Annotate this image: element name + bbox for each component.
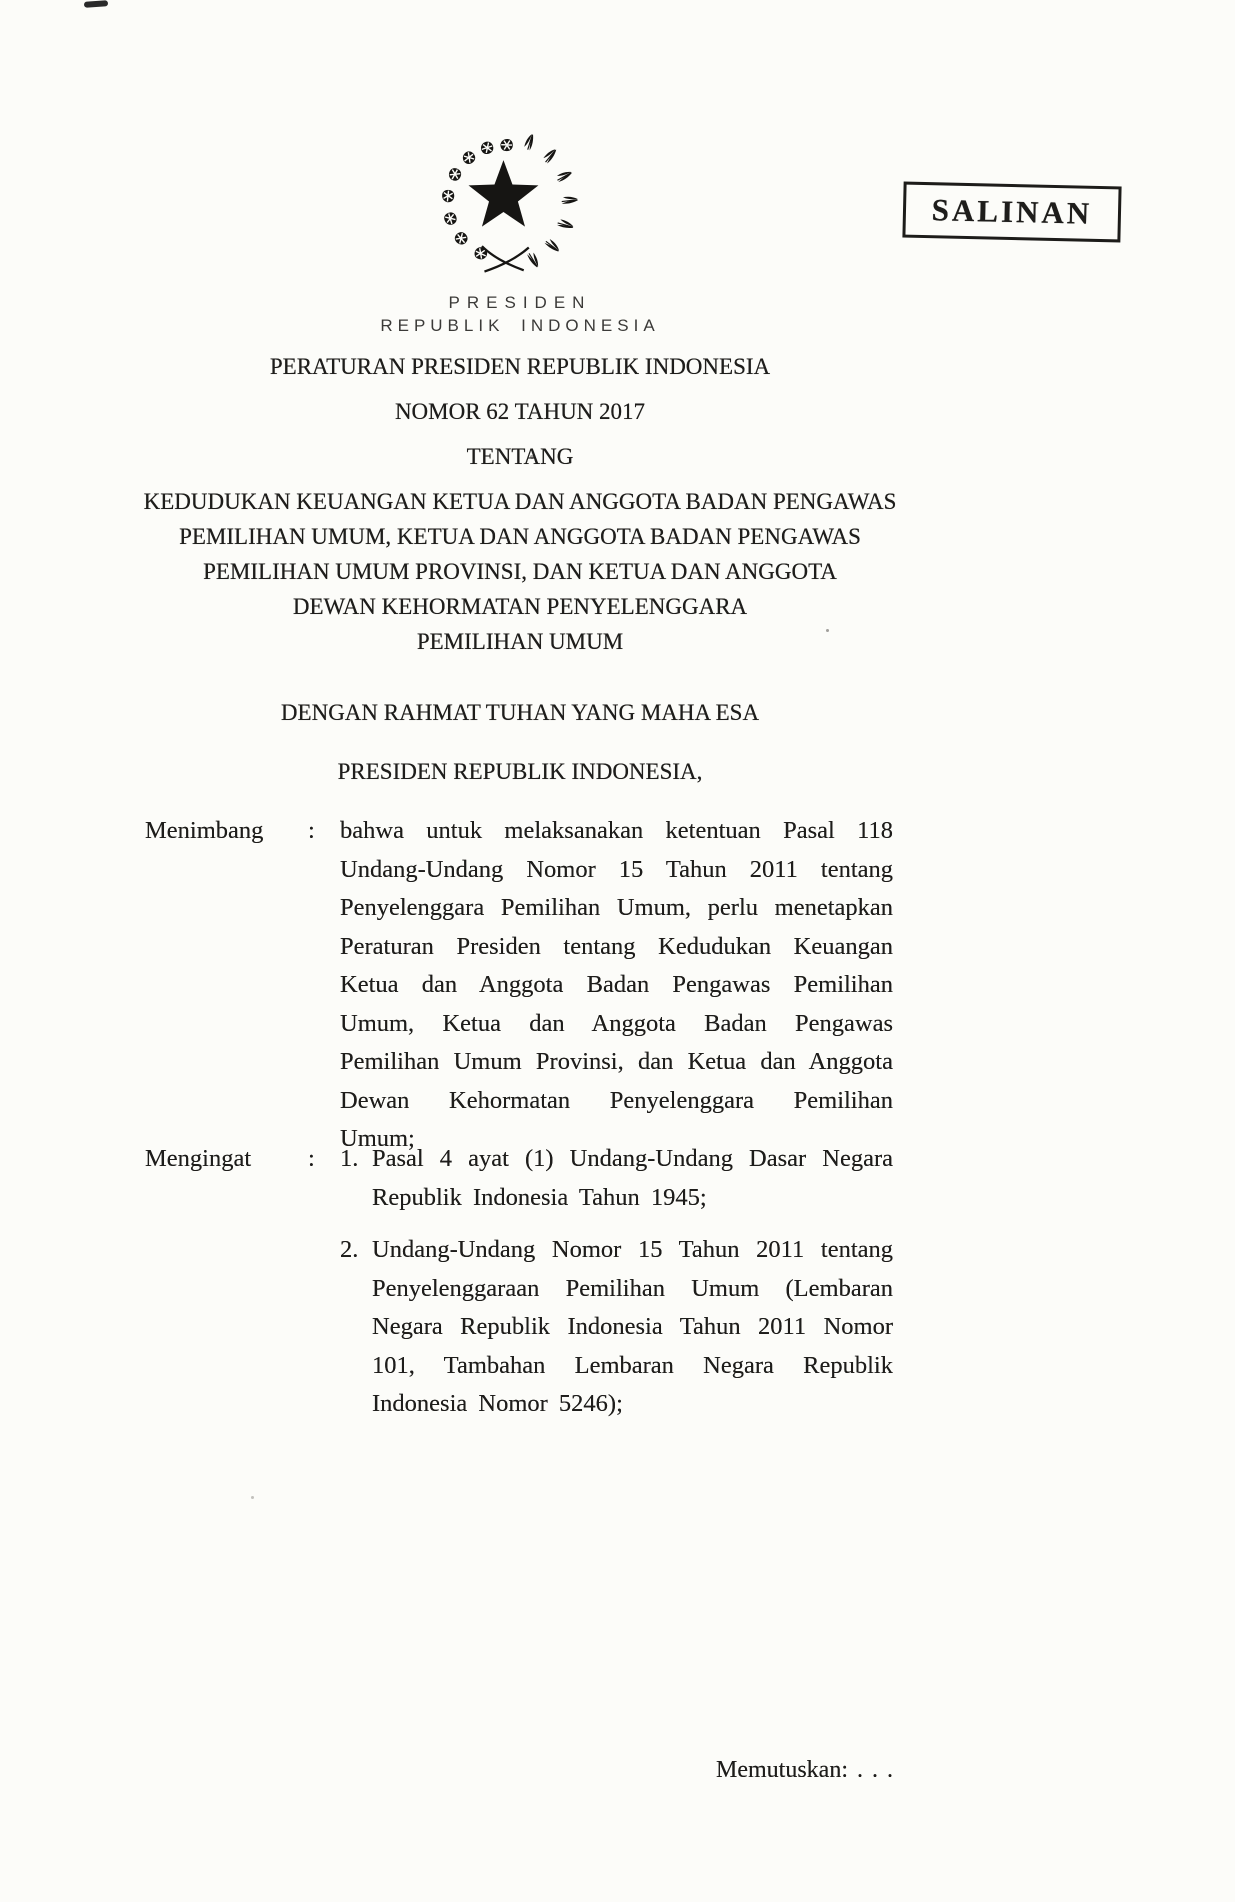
- recalling-colon: :: [308, 1145, 315, 1172]
- considering-text: bahwa untuk melaksanakan ketentuan Pasal 118 Undang-Undang Nomor 15 Tahun 2011 tentang Penyelenggara Pemilihan Umum, perlu menetapkan Peraturan Presiden tentang Kedudukan Keuangan Ketua dan Anggota Badan Pengawas Pemilihan Umum, Ketua dan Anggota Badan Pengawas Pemilihan Umum Provinsi, dan Ketua dan Anggota Dewan Kehormatan Penyelenggara Pemilihan Umum;: [340, 817, 893, 1152]
- regulation-number: NOMOR 62 TAHUN 2017: [394, 399, 646, 424]
- item-text: Pasal 4 ayat (1) Undang-Undang Dasar Negara Republik Indonesia Tahun 1945;: [372, 1145, 893, 1211]
- considering-colon: :: [308, 817, 315, 844]
- scan-artifact: [84, 0, 108, 8]
- presidential-seal-icon: [430, 133, 582, 291]
- regulation-subject: [0, 484, 1040, 659]
- salinan-stamp: [902, 182, 1121, 243]
- regulation-heading: [0, 349, 1040, 659]
- scan-speck: [251, 1496, 254, 1499]
- item-text: Undang-Undang Nomor 15 Tahun 2011 tentang Penyelenggaraan Pemilihan Umum (Lembaran Negara Republik Indonesia Tahun 2011 Nomor 101, Tambahan Lembaran Negara Republik Indonesia Nomor 5246);: [372, 1236, 893, 1417]
- letterhead-presiden: PRESIDEN: [448, 293, 592, 312]
- letterhead-republik-indonesia: REPUBLIK INDONESIA: [380, 316, 660, 335]
- subject-line: PEMILIHAN UMUM PROVINSI, DAN KETUA DAN ANGGOTA: [203, 559, 837, 584]
- recalling-section: [145, 1140, 893, 1424]
- subject-line: KEDUDUKAN KEUANGAN KETUA DAN ANGGOTA BADAN PENGAWAS: [143, 489, 897, 514]
- letterhead: [0, 292, 1040, 338]
- issuer-line: PRESIDEN REPUBLIK INDONESIA,: [337, 759, 703, 784]
- subject-line: PEMILIHAN UMUM: [416, 629, 624, 654]
- item-number: 2.: [340, 1236, 359, 1263]
- recalling-label: Mengingat: [145, 1145, 252, 1172]
- salinan-stamp-label: SALINAN: [931, 192, 1093, 231]
- subject-line: PEMILIHAN UMUM, KETUA DAN ANGGOTA BADAN PENGAWAS: [179, 524, 861, 549]
- subject-line: DEWAN KEHORMATAN PENYELENGGARA: [292, 594, 748, 619]
- legal-basis-item: [340, 1231, 893, 1424]
- regulation-about: TENTANG: [466, 444, 574, 469]
- regulation-title: PERATURAN PRESIDEN REPUBLIK INDONESIA: [269, 354, 771, 379]
- legal-basis-item: [340, 1140, 893, 1217]
- considering-label: Menimbang: [145, 817, 264, 844]
- item-number: 1.: [340, 1145, 359, 1172]
- catchword-memutuskan: Memutuskan: . . .: [716, 1757, 893, 1783]
- considering-section: [145, 812, 893, 1159]
- legal-basis-list: [340, 1140, 893, 1424]
- invocation-line: DENGAN RAHMAT TUHAN YANG MAHA ESA: [280, 700, 760, 725]
